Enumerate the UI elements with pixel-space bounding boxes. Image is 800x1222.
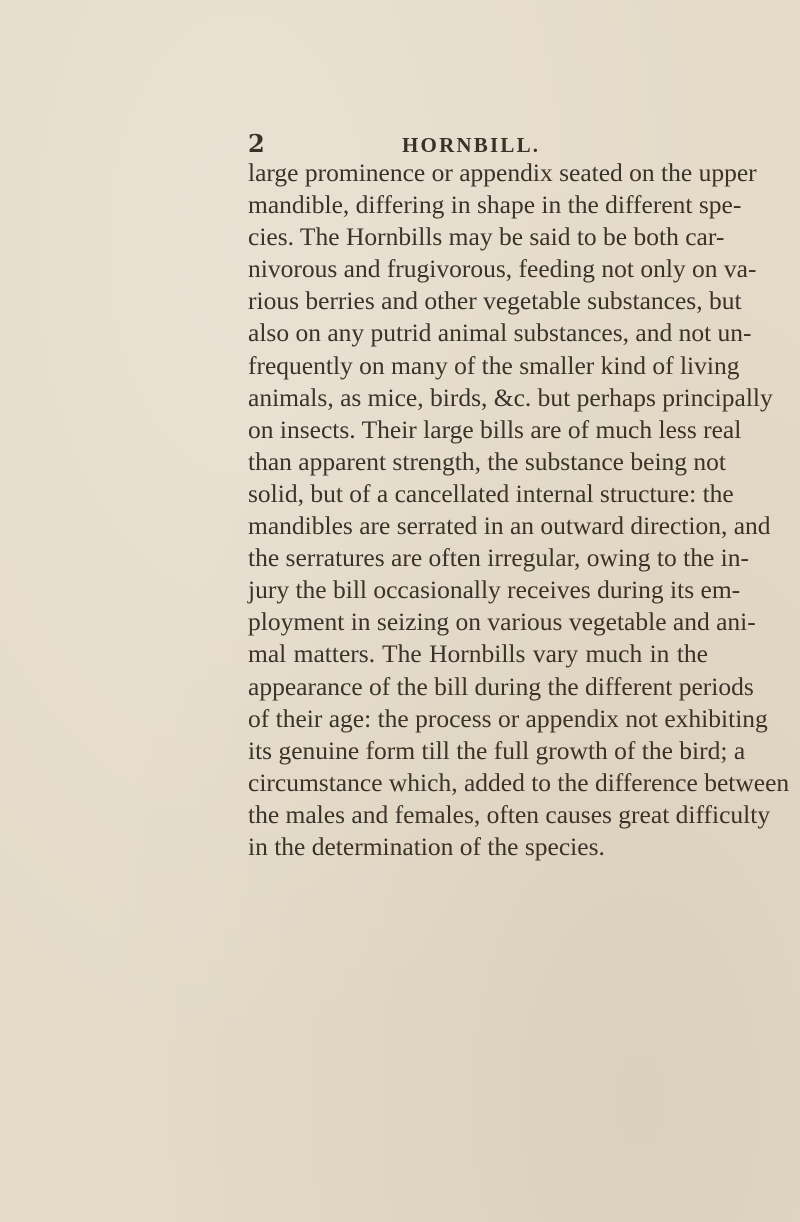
page-number: 2 <box>248 129 265 158</box>
text-line: than apparent strength, the substance being not <box>248 446 726 476</box>
text-line: animals, as mice, birds, &c. but perhaps principally <box>248 382 773 412</box>
text-line: of their age: the process or appendix not exhibiting <box>248 703 768 733</box>
text-line: also on any putrid animal substances, and not un- <box>248 318 752 348</box>
text-line: its genuine form till the full growth of the bird; a <box>248 735 746 765</box>
text-line: mandible, differing in shape in the different spe- <box>248 190 742 220</box>
text-line: nivorous and frugivorous, feeding not only on va- <box>248 254 757 284</box>
text-line: rious berries and other vegetable substances, but <box>248 286 742 316</box>
text-line: mal matters. The Hornbills vary much in the <box>248 639 708 669</box>
text-line: ployment in seizing on various vegetable and ani- <box>248 607 756 637</box>
text-line: cies. The Hornbills may be said to be both car- <box>248 222 725 252</box>
text-line: circumstance which, added to the difference between <box>248 767 790 797</box>
text-line: the males and females, often causes great difficulty <box>248 799 771 829</box>
running-head: HORNBILL. <box>402 133 541 157</box>
body-text <box>248 157 790 863</box>
text-line: in the determination of the species. <box>248 831 605 861</box>
text-line: jury the bill occasionally receives during its em- <box>248 575 741 605</box>
text-line: large prominence or appendix seated on the upper <box>248 158 757 187</box>
text-line: solid, but of a cancellated internal structure: the <box>248 478 734 508</box>
text-line: mandibles are serrated in an outward direction, and <box>248 511 771 541</box>
text-line: frequently on many of the smaller kind of living <box>248 350 740 380</box>
text-line: on insects. Their large bills are of much less real <box>248 414 742 444</box>
text-line: the serratures are often irregular, owing to the in- <box>248 543 749 573</box>
text-line: appearance of the bill during the different periods <box>248 671 754 701</box>
